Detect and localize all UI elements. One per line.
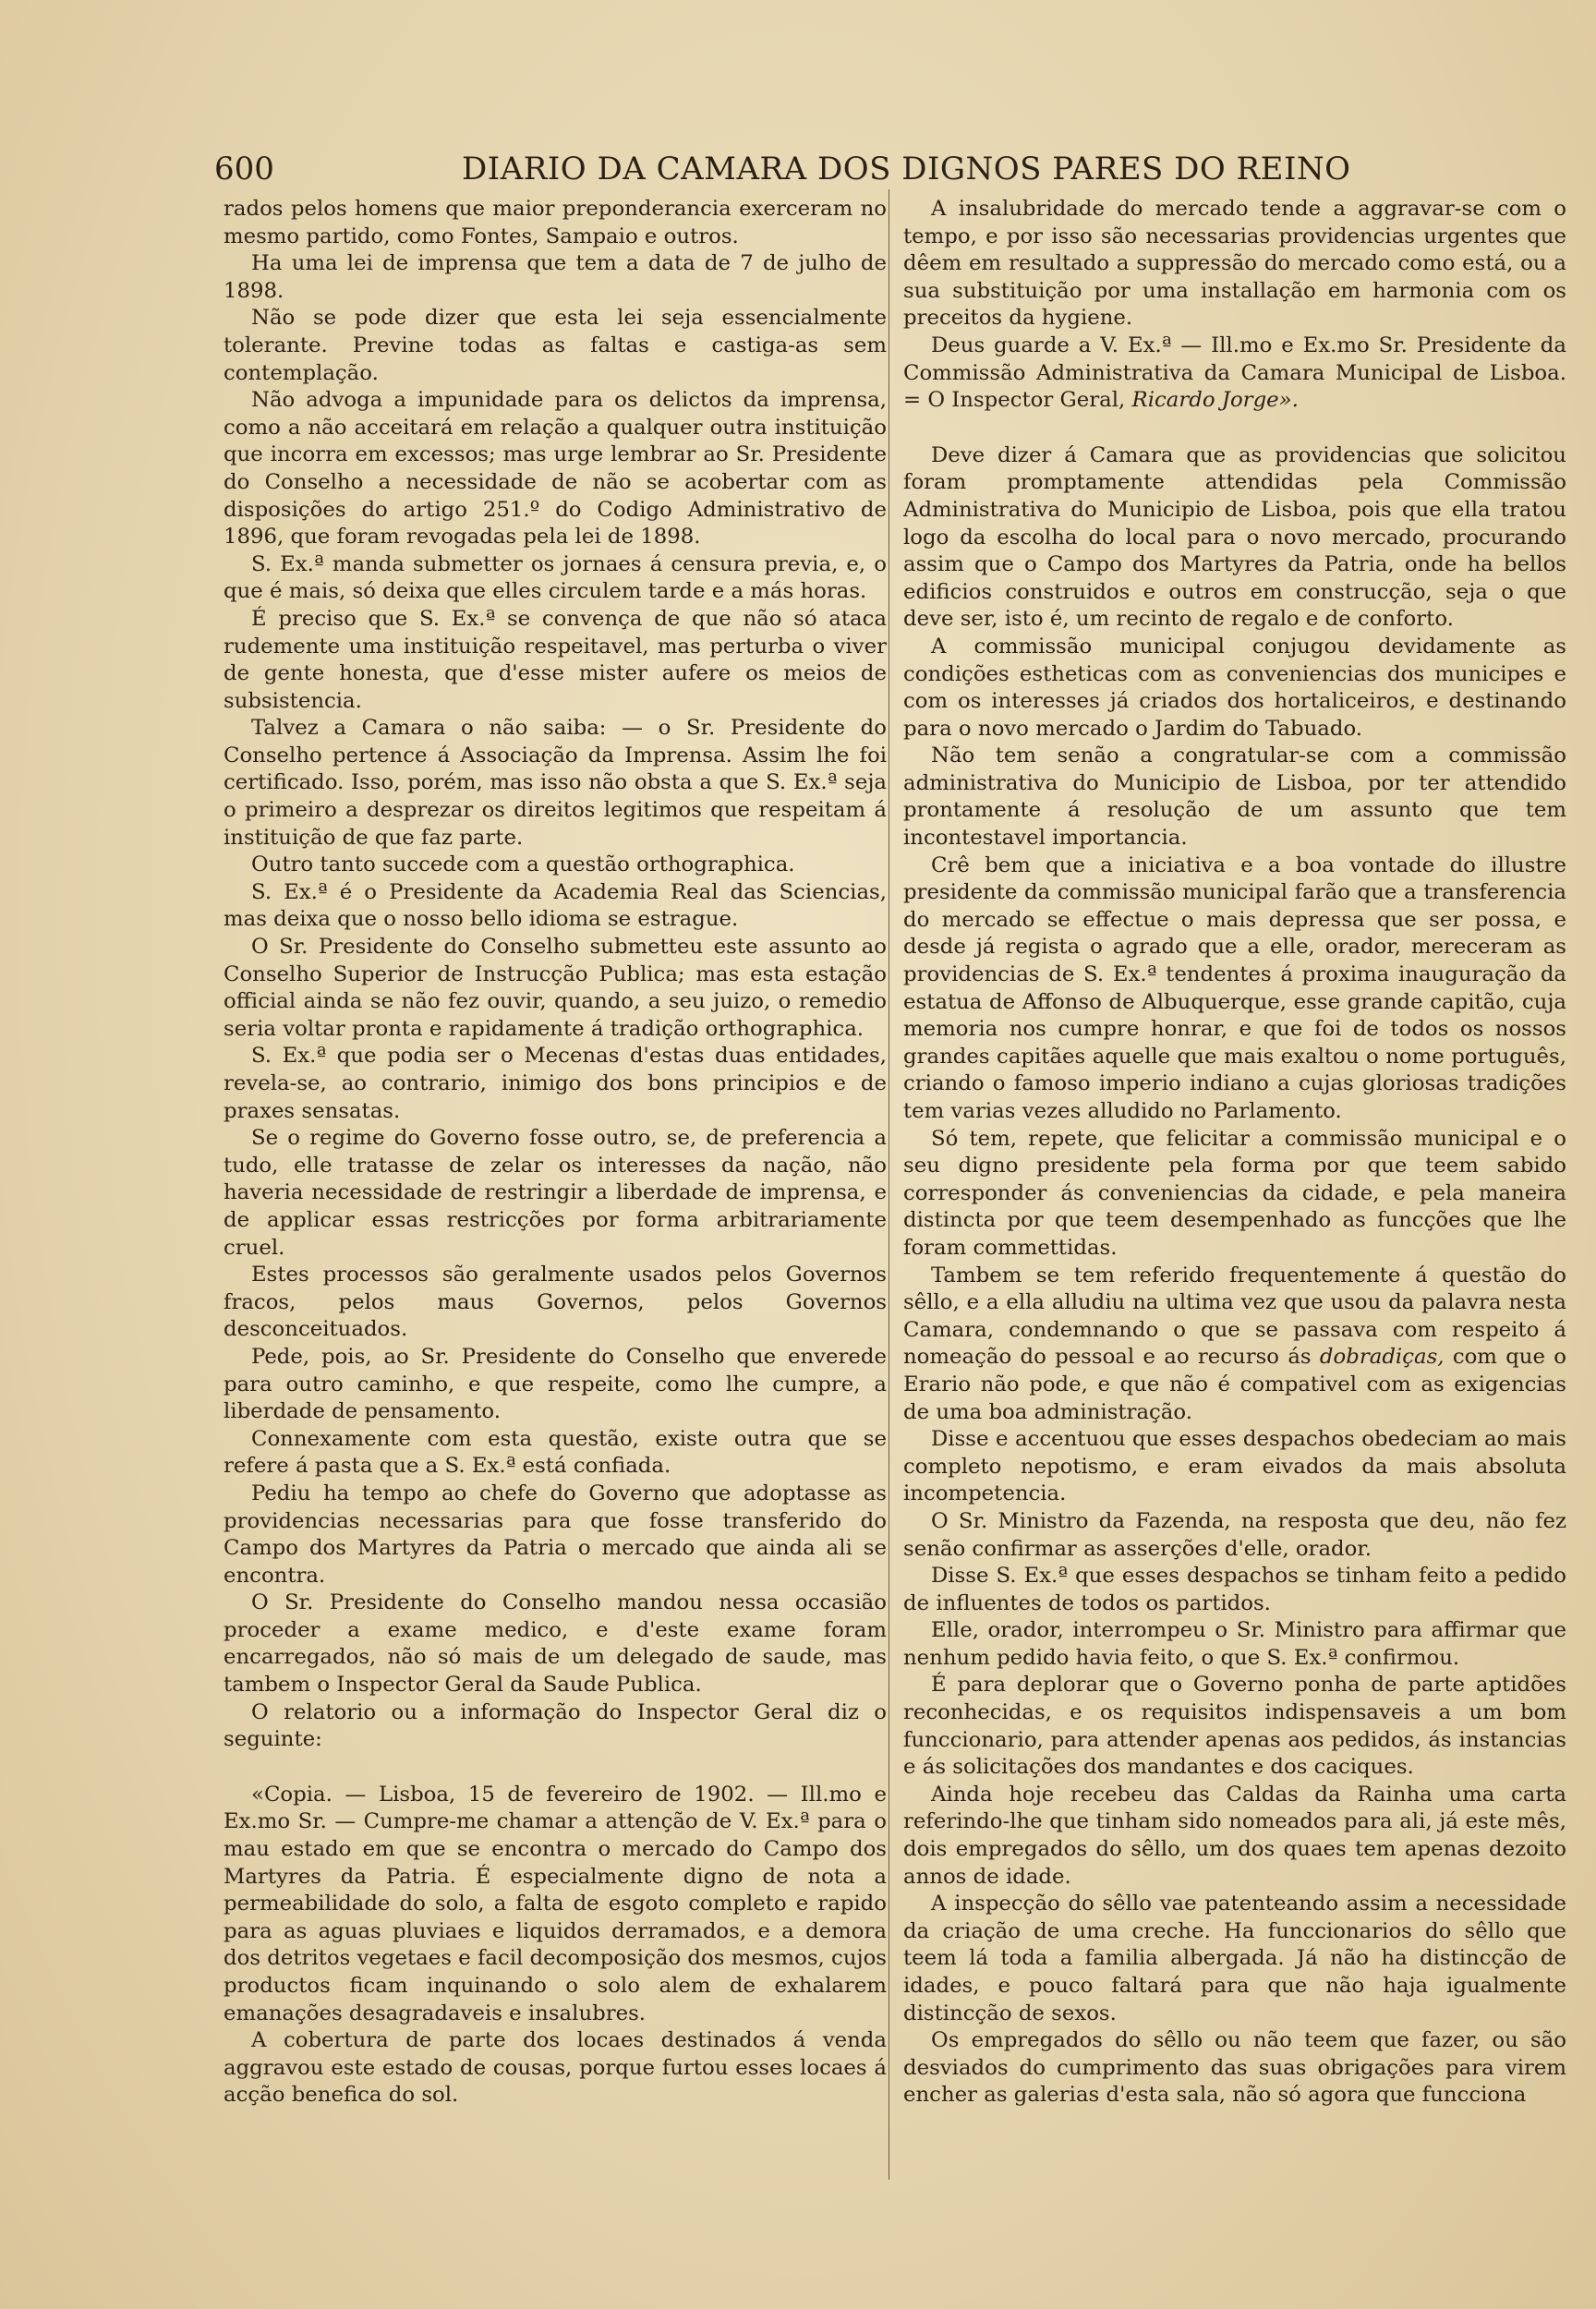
paragraph: Deve dizer á Camara que as providencias que solicitou foram promptamente attendidas pela Commissão Administrativa do Municipio de Lisboa, pois que ella tratou logo da escolha do local para o novo mercado, procurando assim que o Campo dos Martyres da Patria, onde ha bellos edificios construidos e outros em construcção, seja o que deve ser, isto é, um recinto de regalo e de conforto. [903,442,1566,632]
paragraph: Só tem, repete, que felicitar a commissão municipal e o seu digno presidente pela forma por que teem sabido corresponder ás conveniencias da cidade, e pela maneira distincta por que teem desempenhado as funcções que lhe foram commettidas. [903,1126,1566,1260]
paragraph: Connexamente com esta questão, existe outra que se refere á pasta que a S. Ex.ª está confiada. [224,1426,887,1479]
paragraph: Outro tanto succede com a questão orthographica. [251,852,795,877]
quoted-report-paragraph: A insalubridade do mercado tende a aggravar-se com o tempo, e por isso são necessarias providencias urgentes que dêem em resultado a suppressão do mercado como está, ou a sua substituição por uma installação em harmonia com os preceitos da hygiene. [903,197,1566,331]
paragraph: Ha uma lei de imprensa que tem a data de 7 de julho de 1898. [224,251,887,303]
paragraph [903,1263,1566,1427]
quoted-report-paragraph: «Copia. — Lisboa, 15 de fevereiro de 1902. — Ill.mo e Ex.mo Sr. — Cumpre-me chamar a attenção de V. Ex.ª para o mau estado em que se encontra o mercado do Campo dos Martyres da Patria. É especialmente digno de nota a permeabilidade do solo, a falta de esgoto completo e rapido para as aguas pluviaes e liquidos derramados, e a demora dos detritos vegetaes e facil decomposição dos mesmos, cujos productos ficam inquinando o solo alem de exhalarem emanações desagradaveis e insalubres. [224,1782,887,2025]
paragraph: Não advoga a impunidade para os delictos da imprensa, como a não acceitará em relação a qualquer outra instituição que incorra em excessos; mas urge lembrar ao Sr. Presidente do Conselho a necessidade de não se acobertar com as disposições do artigo 251.º do Codigo Administrativo de 1896, que foram revogadas pela lei de 1898. [224,388,887,550]
paragraph: A inspecção do sêllo vae patenteando assim a necessidade da criação de uma creche. Ha funccionarios do sêllo que teem lá toda a familia albergada. Já não ha distincção de idades, e pouco faltará para que não haja igualmente distincção de sexos. [903,1892,1566,2025]
paragraph: O relatorio ou a informação do Inspector Geral diz o seguinte: [224,1699,887,1752]
paragraph: O Sr. Presidente do Conselho mandou nessa occasião proceder a exame medico, e d'este exame foram encarregados, não só mais de um delegado de saude, mas tambem o Inspector Geral da Saude Publica. [224,1590,887,1698]
paragraph: S. Ex.ª manda submetter os jornaes á censura previa, e, o que é mais, só deixa que elles circulem tarde e a más horas. [224,551,887,604]
quoted-report-paragraph: A cobertura de parte dos locaes destinados á venda aggravou este estado de cousas, porque furtou esses locaes á acção benefica do sol. [224,2028,887,2108]
paragraph: Se o regime do Governo fosse outro, se, de preferencia a tudo, elle tratasse de zelar os interesses da nação, não haveria necessidade de restringir a liberdade de imprensa, e de applicar essas restricções por forma arbitrariamente cruel. [224,1126,887,1260]
paragraph: O Sr. Ministro da Fazenda, na resposta que deu, não fez senão confirmar as asserções d'elle, orador. [903,1508,1566,1561]
paragraph: Pede, pois, ao Sr. Presidente do Conselho que enverede para outro caminho, e que respeite, como lhe cumpre, a liberdade de pensamento. [224,1344,887,1424]
paragraph: A commissão municipal conjugou devidamente as condições estheticas com as conveniencias dos municipes e com os interesses já criados dos hortaliceiros, e destinando para o novo mercado o Jardim do Tabuado. [903,634,1566,741]
right-column [903,196,1566,2110]
paragraph: É preciso que S. Ex.ª se convença de que não só ataca rudemente uma instituição respeitavel, mas perturba o viver de gente honesta, que d'esse mister aufere os meios de subsistencia. [224,606,887,713]
running-head-title: DIARIO DA CAMARA DOS DIGNOS PARES DO REINO [462,151,1351,187]
paragraph: É para deplorar que o Governo ponha de parte aptidões reconhecidas, e os requisitos indispensaveis a um bom funccionario, para attender apenas aos pedidos, ás instancias e ás solicitações dos mandantes e dos caciques. [903,1673,1566,1780]
paragraph: Ainda hoje recebeu das Caldas da Rainha uma carta referindo-lhe que tinham sido nomeados para ali, já este mês, dois empregados do sêllo, um dos quaes tem apenas dezoito annos de idade. [903,1782,1566,1889]
paragraph: S. Ex.ª que podia ser o Mecenas d'estas duas entidades, revela-se, ao contrario, inimigo dos bons principios e de praxes sensatas. [224,1044,887,1123]
paragraph: O Sr. Presidente do Conselho submetteu este assunto ao Conselho Superior de Instrucção Publica; mas esta estação official ainda se não fez ouvir, quando, a seu juizo, o remedio seria voltar pronta e rapidamente á tradição orthographica. [224,935,887,1041]
page-number: 600 [214,151,274,187]
paragraph-text: com que o Erario não pode, e que não é compativel com as exigencias de uma boa administração. [903,1345,1566,1424]
paragraph: Não tem senão a congratular-se com a commissão administrativa do Municipio de Lisboa, por ter attendido prontamente á resolução de um assunto que tem incontestavel importancia. [903,743,1566,851]
paragraph: Disse S. Ex.ª que esses despachos se tinham feito a pedido de influentes de todos os partidos. [903,1564,1566,1615]
paragraph: Os empregados do sêllo ou não teem que fazer, ou são desviados do cumprimento das suas obrigações para virem encher as galerias d'esta sala, não só agora que funcciona [903,2028,1566,2108]
paragraph: rados pelos homens que maior preponderancia exerceram no mesmo partido, como Fontes, Sampaio e outros. [224,197,887,248]
signature-line: Deus guarde a V. Ex.ª — Ill.mo e Ex.mo Sr. Presidente da Commissão Administrativa da Camara Municipal de Lisboa. = O Inspector Geral, [903,332,1566,413]
paragraph: Estes processos são geralmente usados pelos Governos fracos, pelos maus Governos, pelos Governos desconceituados. [224,1263,887,1342]
quoted-report-signature [903,332,1566,415]
paragraph: Elle, orador, interrompeu o Sr. Ministro para affirmar que nenhum pedido havia feito, o que S. Ex.ª confirmou. [903,1618,1566,1670]
paragraph: S. Ex.ª é o Presidente da Academia Real das Sciencias, mas deixa que o nosso bello idioma se estrague. [224,879,887,932]
paragraph: Pediu ha tempo ao chefe do Governo que adoptasse as providencias necessarias para que fosse transferido do Campo dos Martyres da Patria o mercado que ainda ali se encontra. [224,1481,887,1588]
paragraph-text: Tambem se tem referido frequentemente á questão do sêllo, e a ella alludiu na ultima vez que usou da palavra nesta Camara, condemnando o que se passava com respeito á nomeação do pessoal e ao recurso ás [903,1263,1566,1370]
left-column [224,196,887,2110]
italic-term: dobradiças, [1319,1345,1445,1370]
paragraph: Talvez a Camara o não saiba: — o Sr. Presidente do Conselho pertence á Associação da Imprensa. Assim lhe foi certificado. Isso, porém, mas isso não obsta a que S. Ex.ª seja o primeiro a desprezar os direitos legitimos que respeitam á instituição de que faz parte. [224,716,887,850]
signatory-name: Ricardo Jorge». [1131,388,1299,413]
paragraph: Disse e accentuou que esses despachos obedeciam ao mais completo nepotismo, e eram eivados da mais absoluta incompetencia. [903,1427,1566,1506]
paragraph: Não se pode dizer que esta lei seja essencialmente tolerante. Previne todas as faltas e castiga-as sem contemplação. [224,306,887,385]
paragraph: Crê bem que a iniciativa e a boa vontade do illustre presidente da commissão municipal farão que a transferencia do mercado se effectue o mais depressa que ser possa, e desde já regista o agrado que a elle, orador, mereceram as providencias de S. Ex.ª tendentes á proxima inauguração da estatua de Affonso de Albuquerque, esse grande capitão, cuja memoria nos cumpre honrar, e que foi de todos os nossos grandes capitães aquelle que mais exaltou o nome português, criando o famoso imperio indiano a cujas gloriosas tradições tem varias vezes alludido no Parlamento. [903,852,1566,1123]
